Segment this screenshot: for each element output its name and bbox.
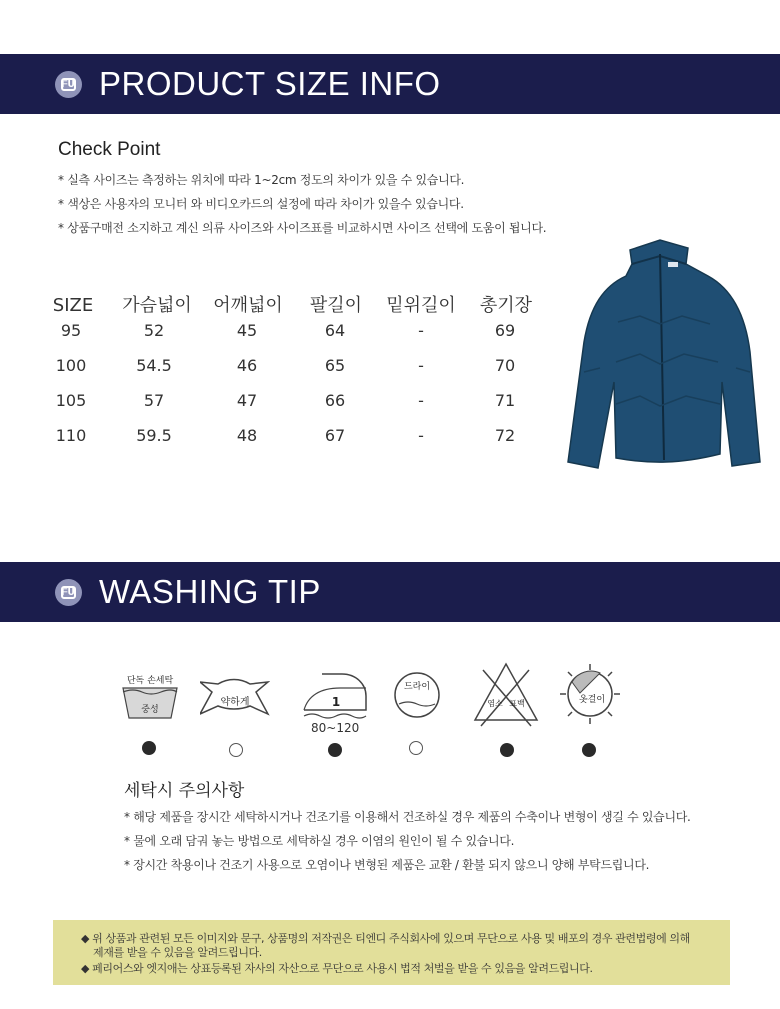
table-cell: 67 bbox=[324, 426, 346, 445]
header-cell: 어깨넓이 bbox=[213, 295, 283, 316]
table-cell: 69 bbox=[494, 321, 516, 340]
iron-indicator bbox=[328, 743, 342, 757]
table-row bbox=[40, 313, 560, 348]
header-cell: 팔길이 bbox=[309, 295, 363, 316]
washing-icons bbox=[0, 660, 780, 770]
check-point-note: * 상품구매전 소지하고 계신 의류 사이즈와 사이즈표를 비교하시면 사이즈 선택에 도움이 됩니다. bbox=[58, 221, 547, 235]
iron-level-label: 1 bbox=[331, 695, 341, 709]
table-cell: 71 bbox=[494, 391, 516, 410]
table-cell: 105 bbox=[55, 391, 87, 410]
table-cell: 46 bbox=[236, 356, 258, 375]
table-cell: 52 bbox=[143, 321, 165, 340]
table-row bbox=[40, 418, 560, 453]
table-cell: - bbox=[418, 426, 424, 445]
dry-clean-icon bbox=[383, 660, 453, 730]
table-cell: 47 bbox=[236, 391, 258, 410]
header-cell: 총기장 bbox=[479, 295, 533, 316]
brand-logo-icon: ᖴᑌ bbox=[55, 71, 82, 98]
washing-tip-title: WASHING TIP bbox=[99, 573, 321, 610]
no-bleach-label-left: 염소 bbox=[487, 699, 503, 708]
table-cell: 72 bbox=[494, 426, 516, 445]
table-cell: 48 bbox=[236, 426, 258, 445]
hand-wash-indicator bbox=[142, 741, 156, 755]
copyright-line: ◆ 위 상품과 관련된 모든 이미지와 문구, 상품명의 저작권은 티엔디 주식회사에 있으며 무단으로 사용 및 배포의 경우 관련법령에 의해 bbox=[81, 932, 690, 945]
table-cell: - bbox=[418, 391, 424, 410]
no-bleach-indicator bbox=[500, 743, 514, 757]
table-cell: 65 bbox=[324, 356, 346, 375]
table-cell: - bbox=[418, 321, 424, 340]
iron-temperature: 80~120 bbox=[311, 721, 360, 735]
table-cell: 45 bbox=[236, 321, 258, 340]
weak-wash-indicator bbox=[229, 743, 243, 757]
table-cell: 64 bbox=[324, 321, 346, 340]
size-table bbox=[40, 288, 560, 453]
brand-logo-icon: ᖴᑌ bbox=[55, 579, 82, 606]
no-bleach-label-right: 표백 bbox=[509, 699, 525, 708]
table-cell: 59.5 bbox=[136, 426, 172, 445]
header-cell: SIZE bbox=[52, 295, 94, 316]
hand-wash-label: 중성 bbox=[141, 705, 159, 715]
hang-dry-icon bbox=[556, 660, 626, 730]
iron-icon bbox=[300, 660, 370, 730]
jacket-image bbox=[560, 232, 765, 477]
weak-wash-icon bbox=[200, 660, 270, 730]
table-cell: 66 bbox=[324, 391, 346, 410]
check-point-note: * 색상은 사용자의 모니터 와 비디오카드의 설정에 따라 차이가 있을수 있습니다. bbox=[58, 197, 464, 211]
table-cell: 70 bbox=[494, 356, 516, 375]
washing-tip-banner bbox=[0, 562, 780, 622]
caution-note: * 장시간 착용이나 건조기 사용으로 오염이나 변형된 제품은 교환 / 환불 되지 않으니 양해 부탁드립니다. bbox=[124, 858, 650, 872]
table-cell: 95 bbox=[60, 321, 82, 340]
table-row bbox=[40, 348, 560, 383]
caution-note: * 물에 오래 담궈 놓는 방법으로 세탁하실 경우 이염의 원인이 될 수 있습니다. bbox=[124, 834, 515, 848]
hang-dry-label: 옷걸이 bbox=[578, 695, 606, 705]
size-info-title: PRODUCT SIZE INFO bbox=[99, 65, 441, 102]
copyright-notice bbox=[53, 920, 730, 985]
no-bleach-icon bbox=[471, 660, 541, 730]
table-cell: 110 bbox=[55, 426, 87, 445]
table-cell: 100 bbox=[55, 356, 87, 375]
table-row bbox=[40, 383, 560, 418]
header-cell: 가슴넓이 bbox=[122, 295, 192, 316]
check-point-title: Check Point bbox=[58, 139, 161, 160]
table-cell: 54.5 bbox=[136, 356, 172, 375]
dry-clean-indicator bbox=[409, 741, 423, 755]
table-cell: 57 bbox=[143, 391, 165, 410]
hand-wash-top-label: 단독 손세탁 bbox=[126, 676, 174, 686]
dry-clean-label: 드라이 bbox=[403, 682, 431, 692]
hang-dry-indicator bbox=[582, 743, 596, 757]
check-point-note: * 실측 사이즈는 측정하는 위치에 따라 1~2cm 정도의 차이가 있을 수 있습니다. bbox=[58, 173, 465, 187]
copyright-line: 제재를 받을 수 있음을 알려드립니다. bbox=[93, 946, 262, 959]
copyright-line: ◆ 페리어스와 엣지애는 상표등록된 자사의 자산으로 무단으로 사용시 법적 처벌을 받을 수 있음을 알려드립니다. bbox=[81, 962, 593, 975]
table-cell: - bbox=[418, 356, 424, 375]
caution-note: * 해당 제품을 장시간 세탁하시거나 건조기를 이용해서 건조하실 경우 제품의 수축이나 변형이 생길 수 있습니다. bbox=[124, 810, 691, 824]
weak-wash-label: 약하게 bbox=[220, 697, 250, 708]
caution-title: 세탁시 주의사항 bbox=[124, 781, 245, 801]
header-cell: 밑위길이 bbox=[386, 295, 456, 316]
hand-wash-icon bbox=[115, 660, 185, 730]
size-info-banner bbox=[0, 54, 780, 114]
